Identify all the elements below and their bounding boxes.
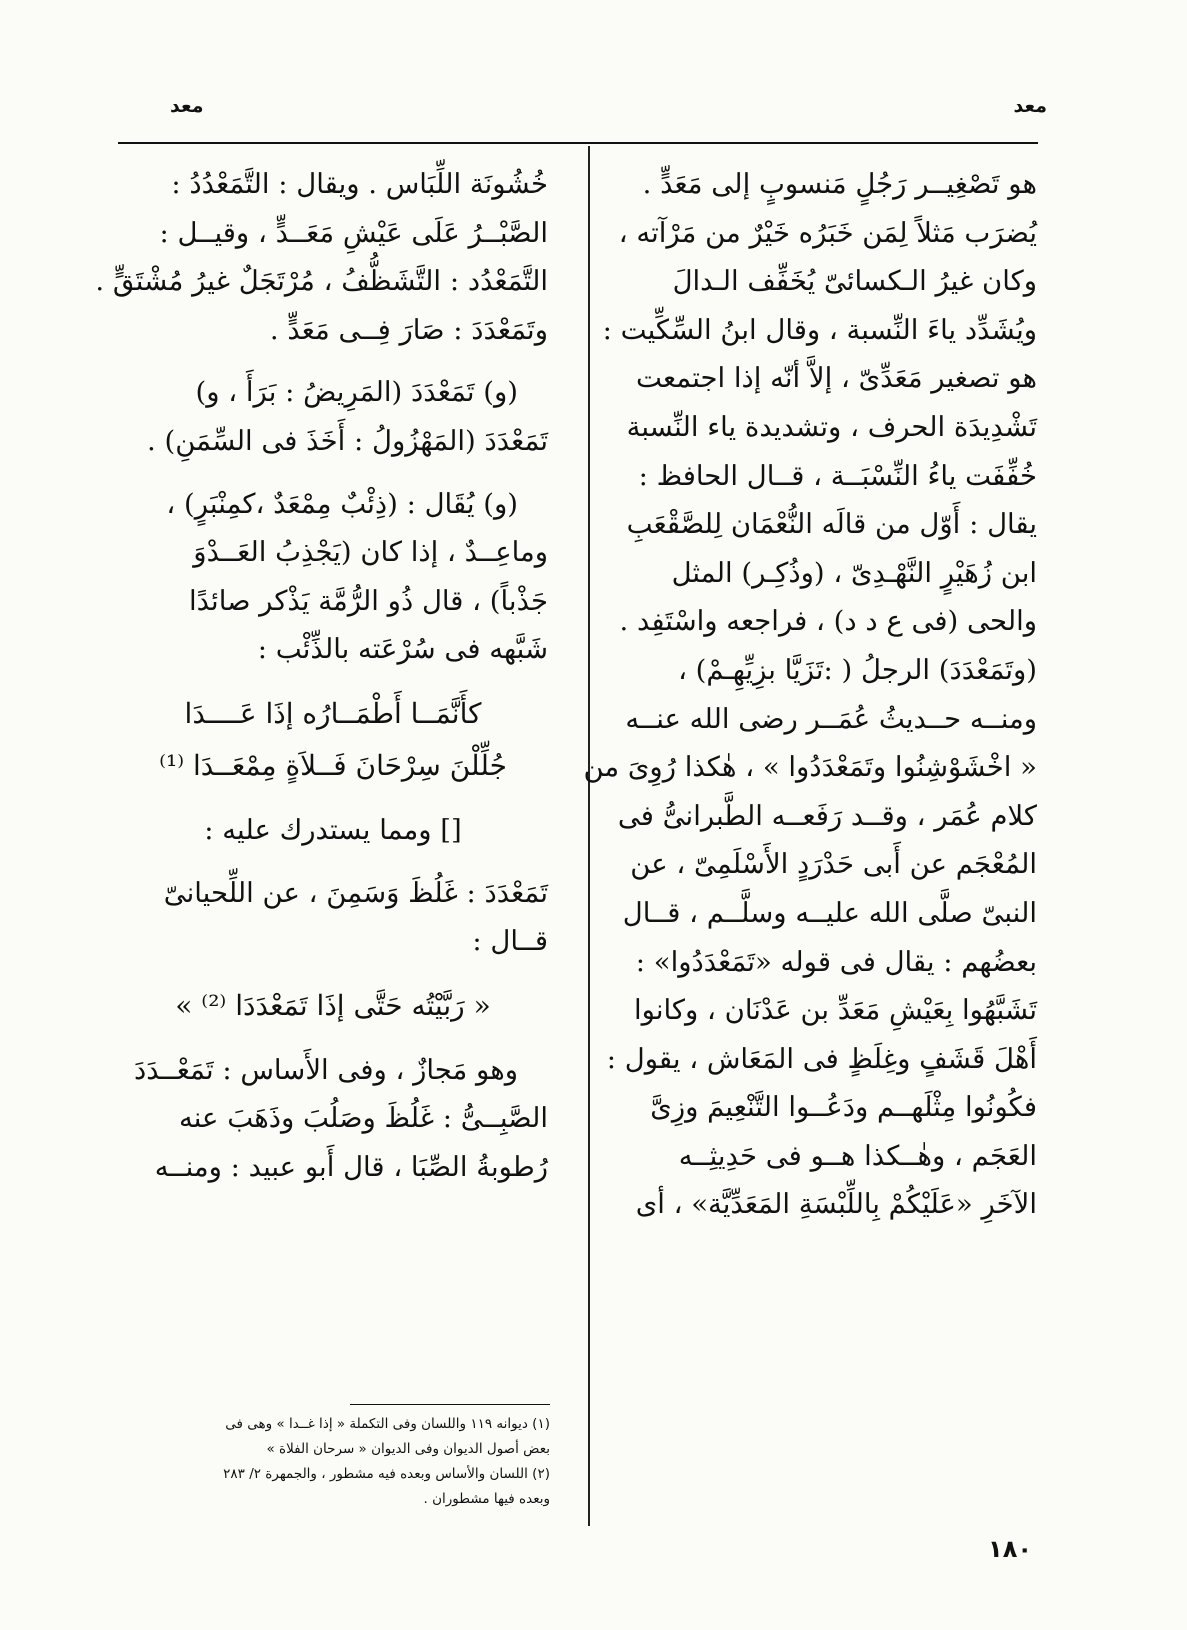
text-line: الآخَرِ «عَلَيْكُمْ بِاللِّبْسَةِ المَعَدِّيَّة» ، أى xyxy=(635,1188,1037,1221)
text-line: يقال : أَوّل من قالَه النُّعْمَان لِلصَّقْعَبِ xyxy=(626,508,1037,541)
text-line: وماعِــدٌ ، إذا كان (يَجْذِبُ العَــدْوَ xyxy=(193,536,548,569)
text-line: (وتَمَعْدَدَ) الرجلُ ( :تَزَيَّا بزِيِّهِـمْ) ، xyxy=(678,653,1037,686)
text-line: خُشُونَة اللِّبَاس . ويقال : التَّمَعْدُدُ : xyxy=(171,168,548,200)
text-line: (و) يُقَال : (ذِئْبٌ مِمْعَدٌ ،كمِنْبَرٍ) ، xyxy=(166,487,518,520)
verse-line: « رَبَّيْتُه حَتَّى إذَا تَمَعْدَدَا ⁽²⁾ » xyxy=(175,988,491,1022)
text-line: جَذْباً) ، قال ذُو الرُّمَّة يَذْكر صائدًا xyxy=(188,584,548,617)
text-line: تَمَعْدَدَ (المَهْزُولُ : أَخَذَ فى السِّمَنِ) . xyxy=(147,424,548,457)
verse-line: جُلِّلْنَ سِرْحَانَ فَــلاَةٍ مِمْعَــدَا ⁽¹⁾ xyxy=(159,748,507,782)
text-line: كلام عُمَر ، وقــد رَفَعــه الطَّبرانىُّ فى xyxy=(617,799,1037,832)
text-line: فكُونُوا مِثْلَهــم ودَعُــوا التَّنْعِيمَ وزِىَّ xyxy=(650,1091,1037,1124)
text-line: وهو مَجازٌ ، وفى الأَساس : تَمَعْــدَدَ xyxy=(134,1053,518,1086)
running-header-left: معد xyxy=(170,95,204,117)
text-line: « اخْشَوْشِنُوا وتَمَعْدَدُوا » ، هٰكذا رُوِىَ من xyxy=(583,751,1037,784)
text-line: هو تَصْغِيــر رَجُلٍ مَنسوبٍ إلى مَعَدٍّ . xyxy=(642,168,1037,200)
text-line: يُضرَب مَثلاً لِمَن خَبَرُه خَيْرٌ من مَرْآته ، xyxy=(618,216,1037,249)
footnote-line: بعض أصول الديوان وفى الديوان « سرحان الفلاة » xyxy=(266,1441,550,1457)
text-line: قــال : xyxy=(472,925,548,958)
footnotes xyxy=(118,1412,550,1512)
running-header-right: معد xyxy=(1013,95,1047,117)
text-line: العَجَم ، وهٰــكذا هــو فى حَدِيثِــه xyxy=(678,1139,1037,1172)
text-line: رُطوبةُ الصِّبَا ، قال أَبو عبيد : ومنــه xyxy=(154,1150,548,1183)
verse-line: كأَنَّمَــا أَطْمَــارُه إذَا عَــــدَا xyxy=(184,696,482,730)
footnote-line: (١) ديوانه ١١٩ واللسان وفى التكملة « إذا غــدا » وهى فى xyxy=(225,1416,550,1432)
text-line: والحى (فى ع د د) ، فراجعه واسْتَفِد . xyxy=(619,605,1037,638)
text-line: ابن زُهَيْرٍ النَّهْـدِىّ ، (وذُكِـر) المثل xyxy=(671,556,1037,589)
text-line: (و) تَمَعْدَدَ (المَرِيضُ : بَرَأَ ، و) xyxy=(195,376,518,409)
footnote-rule xyxy=(350,1404,550,1405)
istidrak-heading: [] ومما يستدرك عليه : xyxy=(204,813,462,846)
text-line: خُفِّفَت ياءُ النِّسْبَــة ، قــال الحافظ : xyxy=(638,459,1037,492)
text-line: تَمَعْدَدَ : غَلُظَ وَسَمِنَ ، عن اللِّحيانىّ xyxy=(163,876,548,909)
text-line: تَشْدِيدَة الحرف ، وتشديدة ياء النِّسبة xyxy=(626,410,1037,443)
header-rule xyxy=(118,142,1038,144)
page-number: ١٨٠ xyxy=(988,1535,1032,1563)
text-line: وتَمَعْدَدَ : صَارَ فِــى مَعَدٍّ . xyxy=(269,313,548,346)
column-divider xyxy=(588,146,590,1526)
text-line: شَبَّهه فى سُرْعَته بالذِّئْب : xyxy=(257,633,548,666)
text-line: أَهْلَ قَشَفٍ وغِلَظٍ فى المَعَاش ، يقول : xyxy=(606,1042,1037,1075)
text-line: ومنــه حــديثُ عُمَــر رضى الله عنــه xyxy=(625,702,1037,735)
text-line: الصَّبِــىُّ : غَلُظَ وصَلُبَ وذَهَبَ عنه xyxy=(179,1102,548,1135)
text-line: التَّمَعْدُد : التَّشَظُّفُ ، مُرْتَجَلٌ غيرُ مُشْتَقٍّ . xyxy=(95,265,548,298)
text-line: الصَّبْــرُ عَلَى عَيْشِ مَعَــدٍّ ، وقيــل : xyxy=(159,216,548,249)
left-column xyxy=(95,160,548,1192)
text-line: هو تصغير مَعَدِّىّ ، إلاَّ أنّه إذا اجتمعت xyxy=(636,362,1037,395)
text-line: المُعْجَم عن أَبى حَدْرَدٍ الأَسْلَمِىّ ، عن xyxy=(630,848,1037,881)
right-column xyxy=(583,160,1037,1229)
text-line: تَشَبَّهُوا بِعَيْشِ مَعَدِّ بن عَدْنَان ، وكانوا xyxy=(634,994,1037,1027)
text-line: وكان غيرُ الـكسائىّ يُخَفِّف الـدالَ xyxy=(672,265,1037,298)
footnote-line: (٢) اللسان والأساس وبعده فيه مشطور ، والجمهرة ٢/ ٢٨٣ xyxy=(223,1466,550,1482)
text-line: بعضُهم : يقال فى قوله «تَمَعْدَدُوا» : xyxy=(635,945,1037,978)
footnote-line: وبعده فيها مشطوران . xyxy=(423,1491,550,1507)
text-line: النبىّ صلَّى الله عليــه وسلَّــم ، قــال xyxy=(622,896,1037,929)
text-line: ويُشَدِّد ياءَ النِّسبة ، وقال ابنُ السِّكِّيت : xyxy=(602,313,1037,346)
